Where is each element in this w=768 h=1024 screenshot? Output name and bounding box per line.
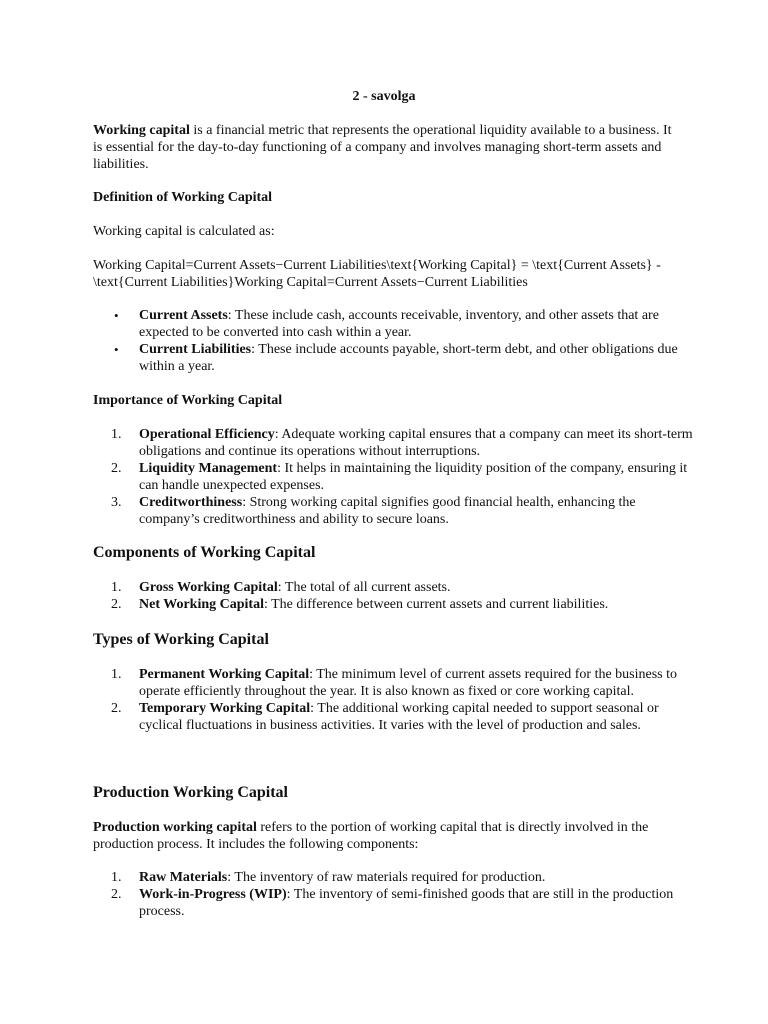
item-number: 1. — [111, 870, 122, 885]
item-text: : The inventory of raw materials required for production. — [227, 870, 546, 885]
item-text: : These include accounts payable, short-term debt, and other obligations due within a year. — [139, 342, 678, 374]
item-term: Work-in-Progress (WIP) — [139, 887, 287, 902]
item-term: Raw Materials — [139, 870, 228, 885]
list-item — [93, 666, 693, 700]
item-number: 1. — [111, 580, 122, 595]
item-term: Current Assets — [139, 308, 228, 323]
importance-list — [93, 426, 693, 528]
list-item — [93, 579, 693, 596]
formula-text: Working Capital=Current Assets−Current Liabilities\text{Working Capital} = \text{Current Assets} - \text{Current Liabilities}Working Capital=Current Assets−Current Liabilities — [93, 258, 661, 290]
item-number: 2. — [111, 701, 122, 716]
intro-paragraph — [93, 122, 683, 173]
list-item — [93, 869, 693, 886]
production-paragraph — [93, 819, 683, 853]
types-heading: Types of Working Capital — [93, 631, 269, 648]
intro-text: is a financial metric that represents the operational liquidity available to a business. It is essential for the day-to-day functioning of a company and involves managing short-term assets and liabilities. — [93, 123, 672, 172]
item-text: : Adequate working capital ensures that a company can meet its short-term obligations and continue its operations without interruptions. — [139, 427, 693, 459]
production-heading: Production Working Capital — [93, 784, 288, 801]
item-term: Current Liabilities — [139, 342, 252, 357]
item-term: Permanent Working Capital — [139, 667, 310, 682]
item-text: : It helps in maintaining the liquidity position of the company, ensuring it can handle unexpected expenses. — [139, 461, 688, 493]
bullet-marker: • — [114, 308, 119, 323]
item-number: 2. — [111, 887, 122, 902]
item-number: 1. — [111, 427, 122, 442]
components-heading: Components of Working Capital — [93, 544, 316, 561]
item-number: 1. — [111, 667, 122, 682]
list-item — [93, 596, 693, 613]
list-item — [93, 460, 693, 494]
components-list — [93, 579, 693, 613]
page-title: 2 - savolga — [352, 89, 416, 104]
item-term: Operational Efficiency — [139, 427, 275, 442]
list-item — [93, 426, 693, 460]
production-text: refers to the portion of working capital that is directly involved in the production process. It includes the following components: — [93, 820, 649, 852]
production-term: Production working capital — [93, 820, 257, 835]
item-term: Gross Working Capital — [139, 580, 278, 595]
list-item — [93, 307, 693, 341]
item-text: : The total of all current assets. — [277, 580, 451, 595]
item-text: : The difference between current assets and current liabilities. — [263, 597, 609, 612]
item-text: : Strong working capital signifies good financial health, enhancing the company’s creditworthiness and ability to secure loans. — [139, 495, 636, 527]
item-term: Net Working Capital — [139, 597, 264, 612]
item-number: 2. — [111, 461, 122, 476]
item-number: 3. — [111, 495, 122, 510]
list-item — [93, 341, 693, 375]
definition-list — [93, 307, 693, 375]
item-text: : The additional working capital needed to support seasonal or cyclical fluctuations in business activities. It varies with the level of production and sales. — [139, 701, 659, 733]
intro-term: Working capital — [93, 123, 190, 138]
list-item — [93, 886, 693, 920]
list-item — [93, 700, 693, 734]
item-number: 2. — [111, 597, 122, 612]
list-item — [93, 494, 693, 528]
bullet-marker: • — [114, 342, 119, 357]
calc-text: Working capital is calculated as: — [93, 224, 275, 239]
importance-heading: Importance of Working Capital — [93, 393, 283, 408]
types-list — [93, 666, 693, 734]
item-term: Temporary Working Capital — [139, 701, 311, 716]
production-list — [93, 869, 693, 920]
item-term: Creditworthiness — [139, 495, 243, 510]
item-text: : The inventory of semi-finished goods that are still in the production process. — [139, 887, 674, 919]
item-text: : The minimum level of current assets required for the business to operate efficiently throughout the year. It is also known as fixed or core working capital. — [139, 667, 678, 699]
item-text: : These include cash, accounts receivable, inventory, and other assets that are expected to be converted into cash within a year. — [139, 308, 659, 340]
item-term: Liquidity Management — [139, 461, 278, 476]
definition-heading: Definition of Working Capital — [93, 190, 273, 205]
